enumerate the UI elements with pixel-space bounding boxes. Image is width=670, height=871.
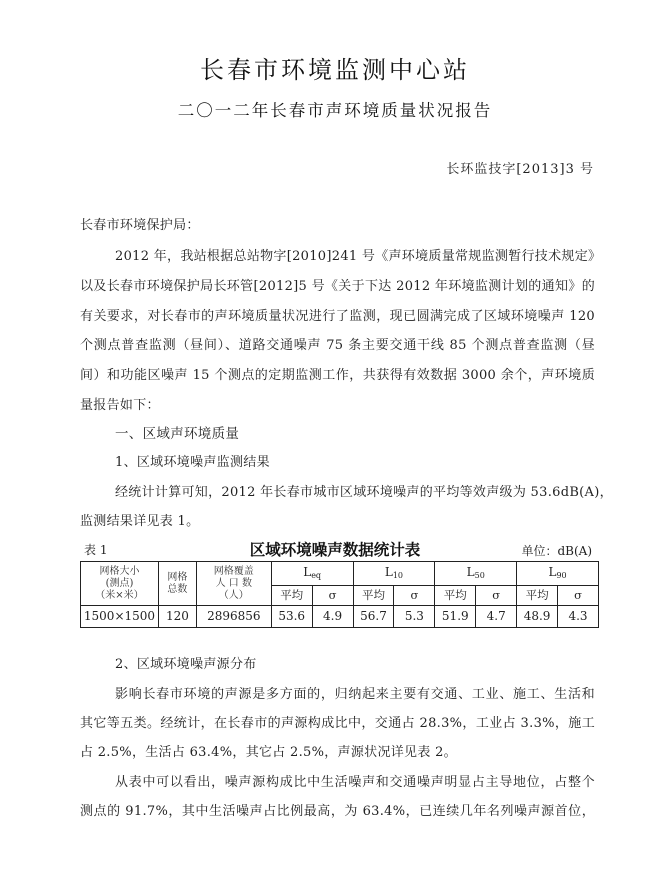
addressee: 长春市环境保护局： bbox=[80, 218, 200, 233]
header-mean: 平均 bbox=[353, 586, 394, 606]
intro-line: 间）和功能区噪声 15 个测点的定期监测工作，共获得有效数据 3000 余个，声环境质 bbox=[80, 368, 595, 383]
cell-l10-mean: 56.7 bbox=[353, 606, 394, 628]
cell-population: 2896856 bbox=[196, 606, 271, 628]
header-text: (测点) bbox=[105, 577, 134, 589]
header-text: L bbox=[466, 565, 475, 580]
table-label: 表 1 bbox=[84, 543, 108, 557]
cell-leq-sigma: 4.9 bbox=[312, 606, 353, 628]
intro-line: 有关要求，对长春市的声环境质量状况进行了监测，现已圆满完成了区域环境噪声 120 bbox=[80, 309, 595, 324]
header-subscript: 50 bbox=[474, 571, 485, 581]
cell-l90-sigma: 4.3 bbox=[558, 606, 599, 628]
table-header-row bbox=[81, 562, 599, 586]
subsection-heading: 2、区域环境噪声源分布 bbox=[115, 657, 257, 672]
header-text: L bbox=[548, 565, 557, 580]
table-unit: 单位：dB(A) bbox=[521, 544, 592, 558]
header-subscript: 10 bbox=[392, 571, 403, 581]
cell-l10-sigma: 5.3 bbox=[394, 606, 435, 628]
document-number: 长环监技字[2013]3 号 bbox=[446, 162, 594, 177]
table-row bbox=[81, 606, 599, 628]
report-title: 二〇一二年长春市声环境质量状况报告 bbox=[177, 101, 493, 120]
header-grid-count bbox=[158, 562, 196, 606]
cell-grid-size: 1500×1500 bbox=[81, 606, 159, 628]
cell-l90-mean: 48.9 bbox=[517, 606, 558, 628]
table-title: 区域环境噪声数据统计表 bbox=[249, 541, 421, 559]
header-subscript: eq bbox=[311, 571, 322, 581]
header-grid-size bbox=[81, 562, 159, 606]
intro-line: 2012 年，我站根据总站物字[2010]241 号《声环境质量常规监测暂行技术规定》 bbox=[115, 249, 602, 264]
header-text: 人 口 数 bbox=[215, 577, 252, 589]
header-sigma: σ bbox=[394, 586, 435, 606]
header-text: 总数 bbox=[167, 583, 188, 595]
cell-leq-mean: 53.6 bbox=[271, 606, 312, 628]
header-l10 bbox=[353, 562, 435, 586]
intro-line: 量报告如下： bbox=[80, 398, 160, 413]
header-text: （米×米） bbox=[95, 589, 144, 601]
header-sigma: σ bbox=[476, 586, 517, 606]
body-line: 测点的 91.7%，其中生活噪声占比例最高，为 63.4%，已连续几年名列噪声源首位， bbox=[80, 804, 595, 819]
body-line: 经统计计算可知，2012 年长春市城市区域环境噪声的平均等效声级为 53.6dB(A)， bbox=[115, 485, 613, 500]
header-mean: 平均 bbox=[271, 586, 312, 606]
subsection-heading: 1、区域环境噪声监测结果 bbox=[115, 455, 270, 470]
org-title: 长春市环境监测中心站 bbox=[200, 56, 470, 84]
body-line: 其它等五类。经统计，在长春市的声源构成比中，交通占 28.3%，工业占 3.3%，施工 bbox=[80, 716, 595, 731]
header-sigma: σ bbox=[312, 586, 353, 606]
header-text: 网格覆盖 bbox=[213, 565, 254, 577]
body-line: 占 2.5%，生活占 63.4%，其它占 2.5%，声源状况详见表 2。 bbox=[80, 745, 457, 760]
cell-grid-count: 120 bbox=[158, 606, 196, 628]
header-mean: 平均 bbox=[517, 586, 558, 606]
header-text: 网格大小 bbox=[99, 565, 140, 577]
header-text: （人） bbox=[218, 589, 249, 601]
body-line: 影响长春市环境的声源是多方面的，归纳起来主要有交通、工业、施工、生活和 bbox=[115, 687, 595, 702]
section-heading: 一、区域声环境质量 bbox=[115, 426, 240, 442]
header-text: L bbox=[303, 565, 312, 580]
noise-stats-table bbox=[80, 561, 599, 628]
header-l90 bbox=[517, 562, 599, 586]
cell-l50-sigma: 4.7 bbox=[476, 606, 517, 628]
header-leq bbox=[271, 562, 353, 586]
header-mean: 平均 bbox=[435, 586, 476, 606]
body-line: 监测结果详见表 1。 bbox=[80, 514, 200, 529]
intro-line: 个测点普查监测（昼间）、道路交通噪声 75 条主要交通干线 85 个测点普查监测（昼 bbox=[80, 338, 595, 353]
cell-l50-mean: 51.9 bbox=[435, 606, 476, 628]
body-line: 从表中可以看出，噪声源构成比中生活噪声和交通噪声明显占主导地位，占整个 bbox=[115, 775, 595, 790]
header-sigma: σ bbox=[558, 586, 599, 606]
header-population bbox=[196, 562, 271, 606]
header-text: 网格 bbox=[167, 571, 188, 583]
header-l50 bbox=[435, 562, 517, 586]
header-subscript: 90 bbox=[556, 571, 567, 581]
header-text: L bbox=[384, 565, 393, 580]
intro-line: 以及长春市环境保护局长环管[2012]5 号《关于下达 2012 年环境监测计划的通知》的 bbox=[80, 279, 595, 294]
